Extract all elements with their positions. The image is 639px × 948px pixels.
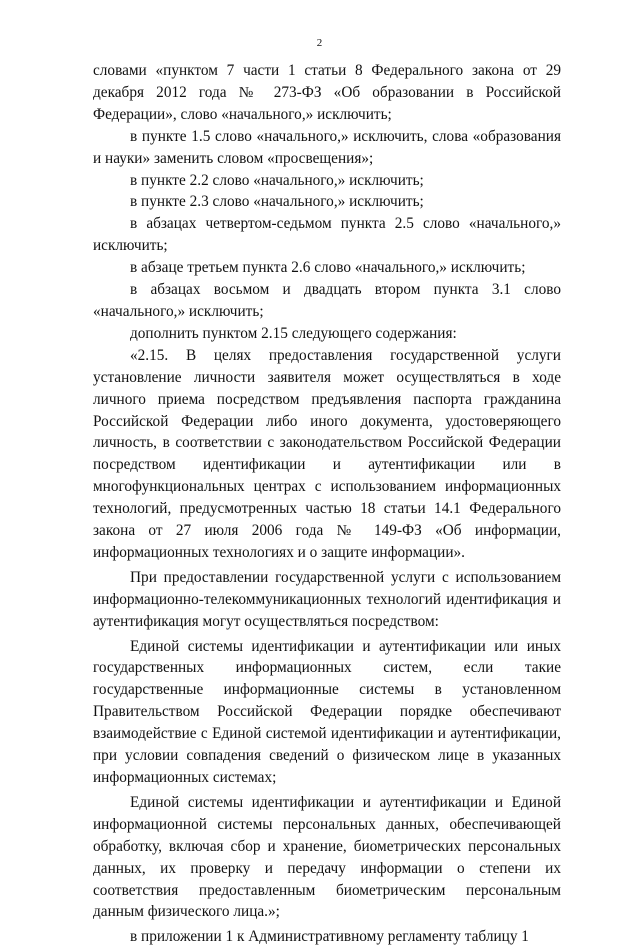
- paragraph: в абзацах восьмом и двадцать втором пункта 3.1 слово «начального,» исключить;: [93, 281, 561, 320]
- paragraph: в пункте 2.2 слово «начального,» исключить;: [130, 171, 424, 189]
- paragraph: «2.15. В целях предоставления государственной услуги установление личности заявителя может осуществляться в ходе личного приема посредством предъявления паспорта гражданина Российской Федерации либо иного документа, удостоверяющего личность, в соответствии с законодательством Российской Федерации посредством идентификации и аутентификации или в многофункциональных центрах с использованием информационных технологий, предусмотренных частью 18 статьи 14.1 Федерального закона от 27 июля 2006 года № 149-ФЗ «Об информации, информационных технологиях и о защите информации».: [93, 346, 561, 561]
- paragraph: в пункте 1.5 слово «начального,» исключить, слова «образования и науки» заменить словом «просвещения»;: [93, 127, 561, 167]
- document-body: [93, 60, 561, 948]
- paragraph: в приложении 1 к Административному регламенту таблицу 1: [130, 928, 529, 946]
- paragraph: Единой системы идентификации и аутентификации и Единой информационной системы персональных данных, обеспечивающей обработку, включая сбор и хранение, биометрических персональных данных, их проверку и передачу информации о степени их соответствия предоставленным биометрическим персональным данным физического лица.»;: [93, 793, 561, 921]
- paragraph: в абзаце третьем пункта 2.6 слово «начального,» исключить;: [130, 259, 526, 277]
- paragraph: в абзацах четвертом-седьмом пункта 2.5 слово «начального,» исключить;: [93, 215, 561, 255]
- paragraph: словами «пунктом 7 части 1 статьи 8 Федерального закона от 29 декабря 2012 года № 273-ФЗ «Об образовании в Российской Федерации», слово «начального,» исключить;: [93, 62, 561, 123]
- paragraph: При предоставлении государственной услуги с использованием информационно-телекоммуникационных технологий идентификация и аутентификация могут осуществляться посредством:: [93, 568, 561, 630]
- paragraph: Единой системы идентификации и аутентификации или иных государственных информационных систем, если такие государственные информационные системы в установленном Правительством Российской Федерации порядке обеспечивают взаимодействие с Единой системой идентификации и аутентификации, при условии совпадения сведений о физическом лице в указанных информационных системах;: [93, 637, 561, 786]
- page-number: 2: [316, 37, 323, 49]
- paragraph: в пункте 2.3 слово «начального,» исключить;: [130, 193, 424, 211]
- paragraph: дополнить пунктом 2.15 следующего содержания:: [130, 324, 457, 342]
